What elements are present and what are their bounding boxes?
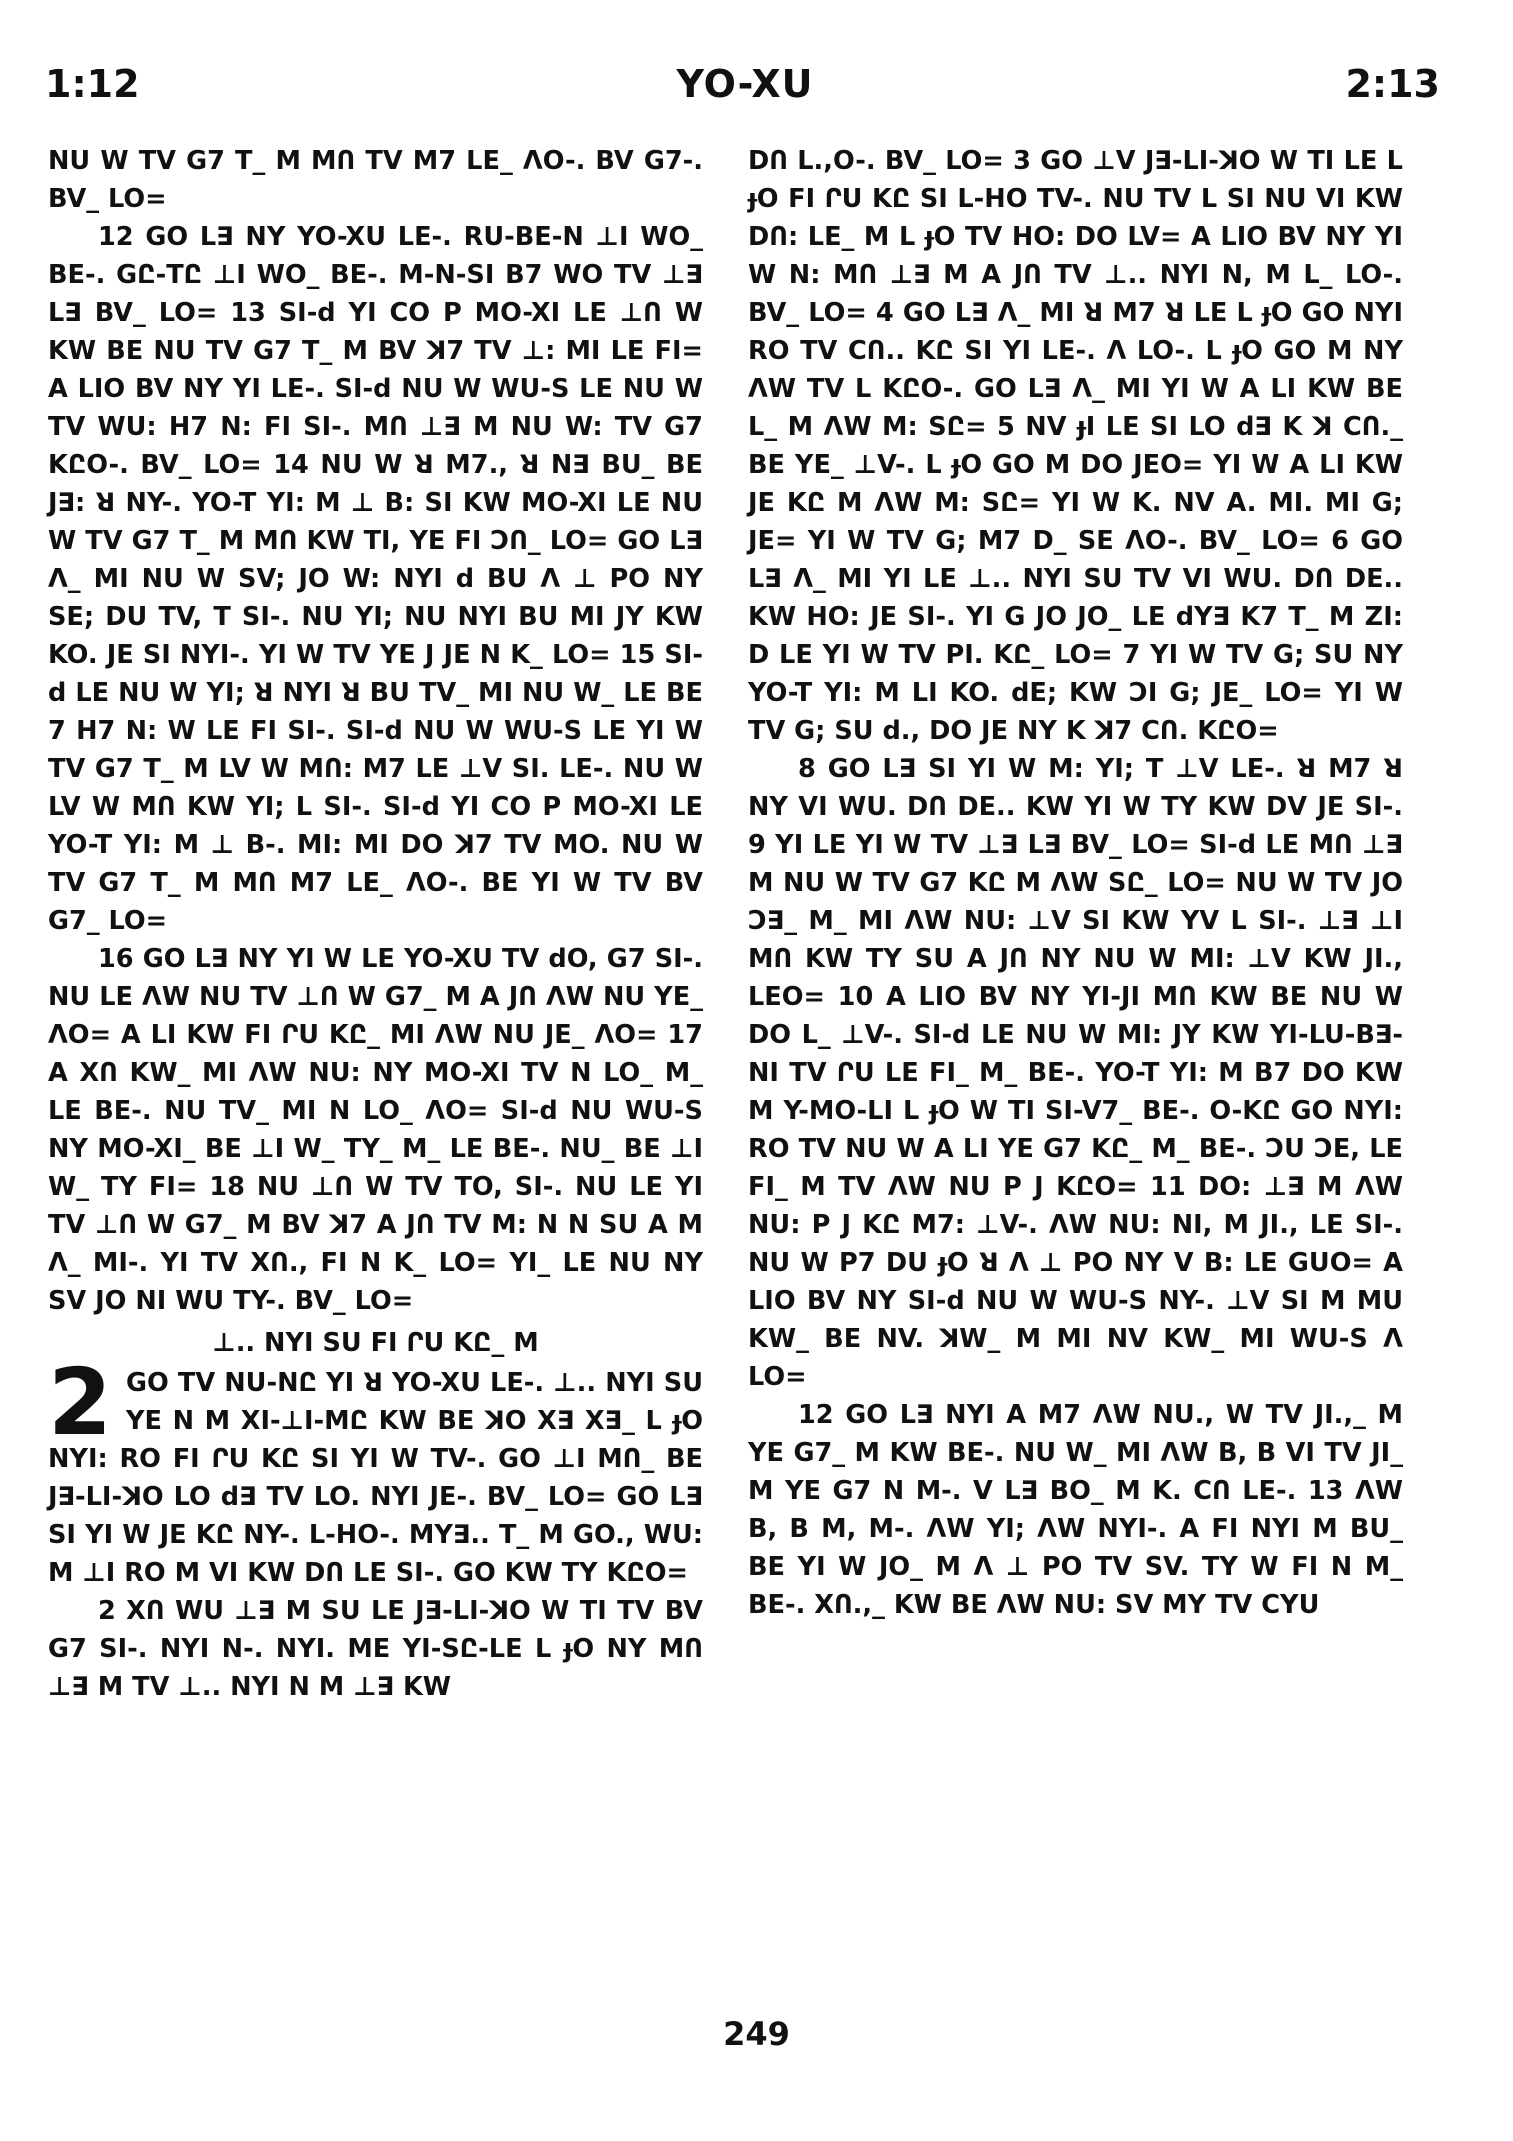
header-book-title: YO-XU <box>676 62 814 106</box>
paragraph: 12 GO L∃ NYI A M7 ΛW NU., W TV JI.,_ M YE G7_ M KW BE-. NU W_ MI ΛW B, B VI TV JI_ M YE G7 N M-. V L∃ BO_ M K. CՈ LE-. 13 ΛW B, B M, M-. ΛW YI; ΛW NYI-. A FI NYI M BU_ BE YI W JO_ M Λ ⊥ PO TV SV. TY W FI N M_ BE-. XՈ.,_ KW BE ΛW NU: SV MY TV CYU <box>748 1400 1403 1620</box>
paragraph: NU W TV G7 T_ M MՈ TV M7 LE_ ΛO-. BV G7-. BV_ LO= <box>48 146 703 214</box>
paragraph: 12 GO L∃ NY YO-XU LE-. RU-BE-N ⊥I WO_ BE-. GԸ-TԸ ⊥I WO_ BE-. M-N-SI B7 WO TV ⊥∃ L∃ BV_ LO= 13 SI-d YI CO P MO-XI LE ⊥Ո W KW BE NU TV G7 T_ M BV ꓘ7 TV ⊥: MI LE FI= A LIO BV NY YI LE-. SI-d NU W WU-S LE NU W TV WU: H7 N: FI SI-. MՈ ⊥∃ M NU W: TV G7 KԸO-. BV_ LO= 14 NU W ꓤ M7., ꓤ N∃ BU_ BE J∃: ꓤ NY-. YO-T YI: M ⊥ B: SI KW MO-XI LE NU W TV G7 T_ M MՈ KW TI, YE FI ƆՈ_ LO= GO L∃ Λ_ MI NU W SV; JO W: NYI d BU Λ ⊥ PO NY SE; DU TV, T SI-. NU YI; NU NYI BU MI JY KW KO. JE SI NYI-. YI W TV YE J JE N K_ LO= 15 SI-d LE NU W YI; ꓤ NYI ꓤ BU TV_ MI NU W_ LE BE 7 H7 N: W LE FI SI-. SI-d NU W WU-S LE YI W TV G7 T_ M LV W MՈ: M7 LE ⊥V SI. LE-. NU W LV W MՈ KW YI; L SI-. SI-d YI CO P MO-XI LE YO-T YI: M ⊥ B-. MI: MI DO ꓘ7 TV MO. NU W TV G7 T_ M MՈ M7 LE_ ΛO-. BE YI W TV BV G7_ LO= <box>48 222 703 936</box>
header-verse-range-start: 1:12 <box>45 62 140 106</box>
paragraph: 16 GO L∃ NY YI W LE YO-XU TV dO, G7 SI-. NU LE ΛW NU TV ⊥Ո W G7_ M A JՈ ΛW NU YE_ ΛO= A LI KW FI ՐU KԸ_ MI ΛW NU JE_ ΛO= 17 A XՈ KW_ MI ΛW NU: NY MO-XI TV N LO_ M_ LE BE-. NU TV_ MI N LO_ ΛO= SI-d NU WU-S NY MO-XI_ BE ⊥I W_ TY_ M_ LE BE-. NU_ BE ⊥I W_ TY FI= 18 NU ⊥Ո W TV TO, SI-. NU LE YI TV ⊥Ո W G7_ M BV ꓘ7 A JՈ TV M: N N SU A M Λ_ MI-. YI TV XՈ., FI N K_ LO= YI_ LE NU NY SV JO NI WU TY-. BV_ LO= <box>48 944 703 1316</box>
running-header <box>45 62 1440 112</box>
section-heading: ⊥.. NYI SU FI ՐU KԸ_ M <box>212 1328 539 1358</box>
header-verse-range-end: 2:13 <box>1345 62 1440 106</box>
chapter-start-paragraph <box>48 1349 703 1592</box>
paragraph: DՈ L.,O-. BV_ LO= 3 GO ⊥V J∃-LI-ꓘO W TI LE L ɟO FI ՐU KԸ SI L-HO TV-. NU TV L SI NU VI KW DՈ: LE_ M L ɟO TV HO: DO LV= A LIO BV NY YI W N: MՈ ⊥∃ M A JՈ TV ⊥.. NYI N, M L_ LO-. BV_ LO= 4 GO L∃ Λ_ MI ꓤ M7 ꓤ LE L ɟO GO NYI RO TV CՈ.. KԸ SI YI LE-. Λ LO-. L ɟO GO M NY ΛW TV L KԸO-. GO L∃ Λ_ MI YI W A LI KW BE L_ M ΛW M: SԸ= 5 NV ɟI LE SI LO d∃ K ꓘ CՈ._ BE YE_ ⊥V-. L ɟO GO M DO JEO= YI W A LI KW JE KԸ M ΛW M: SԸ= YI W K. NV A. MI. MI G; JE= YI W TV G; M7 D_ SE ΛO-. BV_ LO= 6 GO L∃ Λ_ MI YI LE ⊥.. NYI SU TV VI WU. DՈ DE.. KW HO: JE SI-. YI G JO JO_ LE dY∃ K7 T_ M ZI: D LE YI W TV PI. KԸ_ LO= 7 YI W TV G; SU NY YO-T YI: M LI KO. dE; KW ƆI G; JE_ LO= YI W TV G; SU d., DO JE NY K ꓘ7 CՈ. KԸO= <box>748 146 1403 746</box>
paragraph: GO TV NU-NԸ YI ꓤ YO-XU LE-. ⊥.. NYI SU YE N M XI-⊥I-MԸ KW BE ꓘO X∃ X∃_ L ɟO NYI: RO FI ՐU KԸ SI YI W TV-. GO ⊥I MՈ_ BE J∃-LI-ꓘO LO d∃ TV LO. NYI JE-. BV_ LO= GO L∃ SI YI W JE KԸ NY-. L-HO-. MY∃.. T_ M GO., WU: M ⊥I RO M VI KW DՈ LE SI-. GO KW TY KԸO= <box>48 1368 703 1588</box>
paragraph: 2 XՈ WU ⊥∃ M SU LE J∃-LI-ꓘO W TI TV BV G7 SI-. NYI N-. NYI. ME YI-SԸ-LE L ɟO NY MՈ ⊥∃ M TV ⊥.. NYI N M ⊥∃ KW <box>48 1596 703 1702</box>
page-number: 249 <box>723 2015 790 2053</box>
right-text-column <box>748 142 1403 1624</box>
left-text-column <box>48 142 703 1706</box>
chapter-number: 2 <box>48 1349 113 1456</box>
paragraph: 8 GO L∃ SI YI W M: YI; T ⊥V LE-. ꓤ M7 ꓤ NY VI WU. DՈ DE.. KW YI W TY KW DV JE SI-. 9 YI LE YI W TV ⊥∃ L∃ BV_ LO= SI-d LE MՈ ⊥∃ M NU W TV G7 KԸ M ΛW SԸ_ LO= NU W TV JO Ɔ∃_ M_ MI ΛW NU: ⊥V SI KW YV L SI-. ⊥∃ ⊥I MՈ KW TY SU A JՈ NY NU W MI: ⊥V KW JI., LEO= 10 A LIO BV NY YI-JI MՈ KW BE NU W DO L_ ⊥V-. SI-d LE NU W MI: JY KW YI-LU-B∃-NI TV ՐU LE FI_ M_ BE-. YO-T YI: M B7 DO KW M Y-MO-LI L ɟO W TI SI-V7_ BE-. O-KԸ GO NYI: RO TV NU W A LI YE G7 KԸ_ M_ BE-. ƆU ƆE, LE FI_ M TV ΛW NU P J KԸO= 11 DO: ⊥∃ M ΛW NU: P J KԸ M7: ⊥V-. ΛW NU: NI, M JI., LE SI-. NU W P7 DU ɟO ꓤ Λ ⊥ PO NY V B: LE GUO= A LIO BV NY SI-d NU W WU-S NY-. ⊥V SI M MU KW_ BE NV. ꓘW_ M MI NV KW_ MI WU-S Λ LO= <box>748 754 1403 1392</box>
